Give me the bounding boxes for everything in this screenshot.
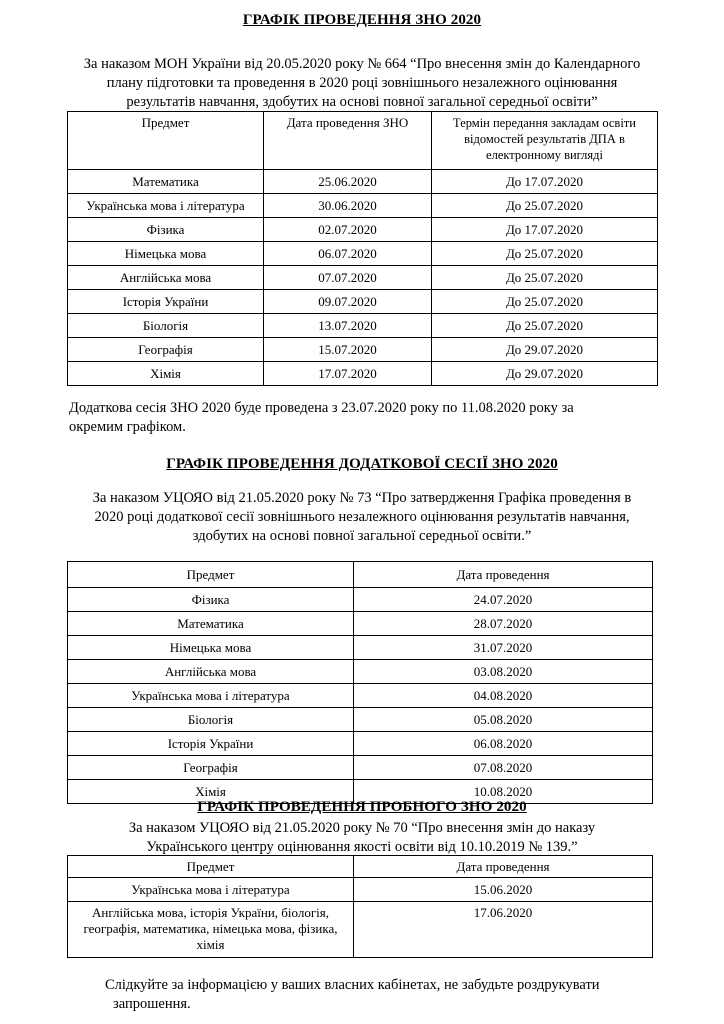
cell-date: 28.07.2020 [354, 612, 653, 636]
cell-date: 06.08.2020 [354, 732, 653, 756]
cell-deadline: До 17.07.2020 [432, 170, 658, 194]
additional-order-line-2: 2020 році додаткової сесії зовнішнього незалежного оцінювання результатів навчання, [94, 509, 630, 525]
table-row [68, 588, 653, 612]
table-row [68, 242, 658, 266]
additional-order-line-1: За наказом УЦОЯО від 21.05.2020 року № 73 “Про затвердження Графіка проведення в [92, 490, 632, 506]
table-row [68, 290, 658, 314]
table-row [68, 362, 658, 386]
header-date: Дата проведення [354, 562, 653, 588]
cell-date: 05.08.2020 [354, 708, 653, 732]
cell-deadline: До 17.07.2020 [432, 218, 658, 242]
cell-subject: Історія України [68, 732, 354, 756]
header-date: Дата проведення ЗНО [264, 112, 432, 170]
cell-date: 15.06.2020 [354, 878, 653, 902]
table-row [68, 218, 658, 242]
additional-session-note [69, 399, 689, 437]
cell-date: 24.07.2020 [354, 588, 653, 612]
table-row [68, 732, 653, 756]
header-date: Дата проведення [354, 856, 653, 878]
cell-date: 25.06.2020 [264, 170, 432, 194]
cell-subject: Фізика [68, 218, 264, 242]
cell-date: 17.07.2020 [264, 362, 432, 386]
cell-date: 06.07.2020 [264, 242, 432, 266]
cell-subject: Німецька мова [68, 636, 354, 660]
cell-date: 13.07.2020 [264, 314, 432, 338]
trial-order-line-1: За наказом УЦОЯО від 21.05.2020 року № 70 “Про внесення змін до наказу [128, 820, 596, 836]
cell-date: 30.06.2020 [264, 194, 432, 218]
cell-subject: Хімія [68, 362, 264, 386]
table-header-row [68, 856, 653, 878]
cell-subject: Біологія [68, 708, 354, 732]
cell-subject: Історія України [68, 290, 264, 314]
cell-subject: Географія [68, 338, 264, 362]
cell-subject: Українська мова і література [68, 194, 264, 218]
additional-order-line-3: здобутих на основі повної загальної середньої освіти.” [192, 528, 532, 544]
cell-date: 04.08.2020 [354, 684, 653, 708]
footer-note [105, 976, 705, 1014]
cell-date: 09.07.2020 [264, 290, 432, 314]
cell-subject: Англійська мова [68, 660, 354, 684]
additional-order-text [40, 489, 684, 546]
header-subject: Предмет [68, 112, 264, 170]
header-subject: Предмет [68, 562, 354, 588]
cell-subject: Біологія [68, 314, 264, 338]
table-header-row [68, 562, 653, 588]
cell-date: 31.07.2020 [354, 636, 653, 660]
note-line-2: окремим графіком. [69, 419, 186, 435]
main-schedule-title: ГРАФІК ПРОВЕДЕННЯ ЗНО 2020 [242, 12, 482, 28]
cell-date: 02.07.2020 [264, 218, 432, 242]
cell-date: 07.08.2020 [354, 756, 653, 780]
note-line-1: Додаткова сесія ЗНО 2020 буде проведена з 23.07.2020 року по 11.08.2020 року за [69, 400, 574, 416]
table-row [68, 708, 653, 732]
cell-date: 03.08.2020 [354, 660, 653, 684]
main-order-text [40, 55, 684, 112]
main-schedule-table [67, 111, 658, 386]
cell-deadline: До 29.07.2020 [432, 362, 658, 386]
table-row [68, 338, 658, 362]
table-row [68, 266, 658, 290]
footer-line-1: Слідкуйте за інформацією у ваших власних кабінетах, не забудьте роздрукувати [105, 977, 600, 993]
additional-session-title: ГРАФІК ПРОВЕДЕННЯ ДОДАТКОВОЇ СЕСІЇ ЗНО 2020 [166, 456, 558, 472]
table-row [68, 684, 653, 708]
cell-deadline: До 25.07.2020 [432, 194, 658, 218]
cell-deadline: До 25.07.2020 [432, 242, 658, 266]
cell-subject: Географія [68, 756, 354, 780]
cell-date: 10.08.2020 [354, 780, 653, 804]
table-row [68, 878, 653, 902]
table-header-row [68, 112, 658, 170]
cell-date: 15.07.2020 [264, 338, 432, 362]
cell-date: 07.07.2020 [264, 266, 432, 290]
cell-subject: Хімія [68, 780, 354, 804]
table-row [68, 194, 658, 218]
cell-deadline: До 25.07.2020 [432, 314, 658, 338]
table-row [68, 660, 653, 684]
cell-subject: Українська мова і література [68, 684, 354, 708]
table-row [68, 170, 658, 194]
cell-subject: Фізика [68, 588, 354, 612]
cell-subject: Математика [68, 612, 354, 636]
trial-test-title: ГРАФІК ПРОВЕДЕННЯ ПРОБНОГО ЗНО 2020 [197, 799, 527, 815]
table-row [68, 314, 658, 338]
table-row [68, 636, 653, 660]
cell-subject: Німецька мова [68, 242, 264, 266]
trial-order-text [40, 819, 684, 857]
cell-subject: Англійська мова [68, 266, 264, 290]
cell-date: 17.06.2020 [354, 902, 653, 958]
main-order-line-1: За наказом МОН України від 20.05.2020 року № 664 “Про внесення змін до Календарного [83, 56, 641, 72]
table-row [68, 756, 653, 780]
trial-order-line-2: Українського центру оцінювання якості освіти від 10.10.2019 № 139.” [146, 839, 578, 855]
table-row [68, 902, 653, 958]
header-subject: Предмет [68, 856, 354, 878]
trial-test-table [67, 855, 653, 958]
main-order-line-2: плану підготовки та проведення в 2020 році зовнішнього незалежного оцінювання [106, 75, 618, 91]
header-deadline: Термін передання закладам освіти відомостей результатів ДПА в електронному вигляді [432, 112, 658, 170]
additional-session-table [67, 561, 653, 804]
cell-subject: Англійська мова, історія України, біологія, географія, математика, німецька мова, фізика, хімія [68, 902, 354, 958]
cell-subject: Українська мова і література [68, 878, 354, 902]
cell-subject: Математика [68, 170, 264, 194]
table-row [68, 612, 653, 636]
main-order-line-3: результатів навчання, здобутих на основі повної загальної середньої освіти” [126, 94, 598, 110]
cell-deadline: До 29.07.2020 [432, 338, 658, 362]
cell-deadline: До 25.07.2020 [432, 290, 658, 314]
footer-line-2: запрошення. [113, 996, 191, 1012]
cell-deadline: До 25.07.2020 [432, 266, 658, 290]
